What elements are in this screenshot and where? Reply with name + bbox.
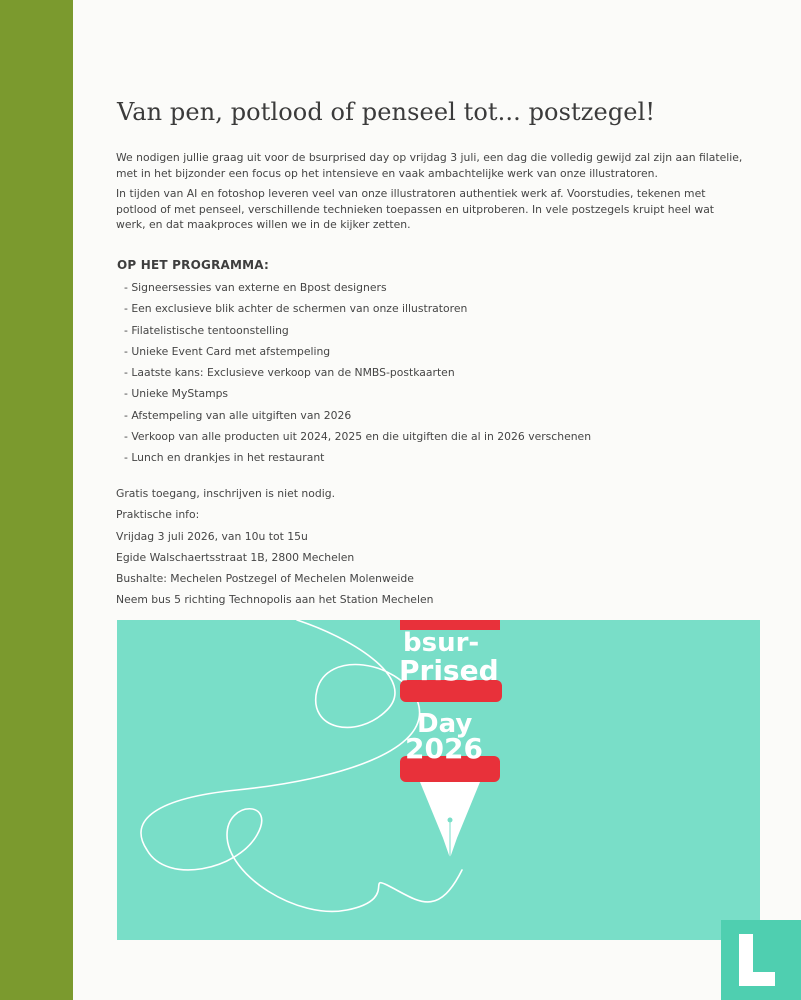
info-line: Vrijdag 3 juli 2026, van 10u tot 15u [116,529,308,543]
practical-info [116,483,433,611]
program-item: - Afstempeling van alle uitgiften van 2026 [124,408,352,422]
intro-paragraph-2: In tijden van AI en fotoshop leveren veel van onze illustratoren authentiek werk af. Voorstudies, tekenen met potlood of met penseel, verschillende technieken toepassen en uitproberen. In vele postzegels kruipt heel wat werk, en dat maakproces willen we in de kijker zetten. [116,187,715,231]
poster-text-line2: Prised [399,654,499,687]
info-line: Egide Walschaertsstraat 1B, 2800 Mechelen [116,550,355,564]
info-line: Bushalte: Mechelen Postzegel of Mechelen Molenweide [116,572,414,586]
info-line: Gratis toegang, inschrijven is niet nodig. [116,487,336,500]
program-item: - Verkoop van alle producten uit 2024, 2025 en die uitgiften die al in 2026 verschenen [124,430,592,444]
program-item: - Laatste kans: Exclusieve verkoop van de NMBS-postkaarten [124,366,455,380]
page-title: Van pen, potlood of penseel tot... postzegel! [117,98,656,126]
program-item: - Signeersessies van externe en Bpost designers [124,281,387,294]
program-item: - Filatelistische tentoonstelling [124,323,289,337]
info-line: Neem bus 5 richting Technopolis aan het Station Mechelen [116,593,434,607]
l-logo-icon [721,920,801,1000]
green-side-bar [0,0,73,1000]
intro-paragraph-1: We nodigen jullie graag uit voor de bsurprised day op vrijdag 3 juli, een dag die volledig gewijd zal zijn aan filatelie, met in het bijzonder een focus op het intensieve en vaak ambachtelijke werk van onze illustratoren. [116,151,743,180]
program-list [124,277,591,469]
program-item: - Unieke MyStamps [124,387,229,401]
poster-illustration [117,620,760,940]
poster-text-line3: Day [417,709,473,739]
program-item: - Een exclusieve blik achter de schermen van onze illustratoren [124,302,468,316]
poster-text-line1: bsur- [403,628,480,658]
program-item: - Lunch en drankjes in het restaurant [124,451,325,465]
program-item: - Unieke Event Card met afstempeling [124,344,331,358]
info-line: Praktische info: [116,508,200,522]
event-poster [117,620,760,940]
poster-text-line4: 2026 [405,732,483,765]
program-heading: OP HET PROGRAMMA: [117,258,269,272]
